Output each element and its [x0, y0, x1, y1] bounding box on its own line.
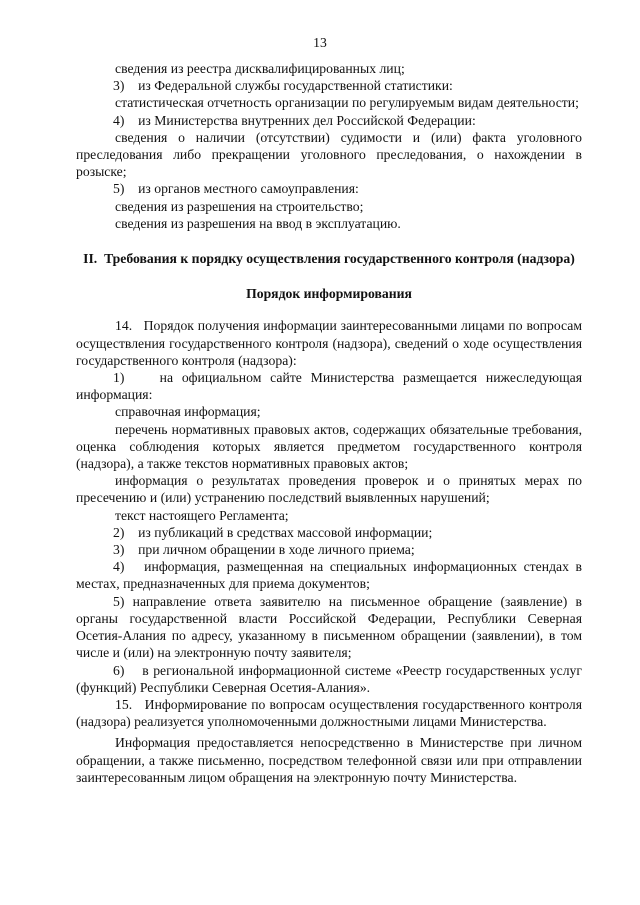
paragraph: сведения о наличии (отсутствии) судимости и (или) факта уголовного преследования либо прекращении уголовного преследования, о нахождении в розыске;	[76, 129, 582, 180]
subsection-heading: Порядок информирования	[246, 286, 412, 302]
paragraph: текст настоящего Регламента;	[115, 507, 289, 523]
paragraph: сведения из разрешения на строительство;	[115, 198, 364, 214]
paragraph: информация о результатах проведения проверок и о принятых мерах по пресечению и (или) устранению последствий выявленных нарушений;	[76, 473, 582, 506]
list-item: 6) в региональной информационной системе «Реестр государственных услуг (функций) Республики Северная Осетия-Алания».	[76, 662, 582, 695]
paragraph: статистическая отчетность организации по регулируемым видам деятельности;	[115, 95, 579, 111]
paragraph: 15. Информирование по вопросам осуществления государственного контроля (надзора) реализуется уполномоченными должностными лицами Министерства.	[76, 696, 582, 730]
spacer	[76, 302, 582, 317]
list-item: 4) из Министерства внутренних дел Российской Федерации:	[113, 112, 476, 128]
spacer	[76, 232, 582, 250]
list-item: 2) из публикаций в средствах массовой информации;	[113, 524, 433, 540]
paragraph: перечень нормативных правовых актов, содержащих обязательные требования, оценка соблюдения которых является предметом государственного контроля (надзора), а также текстов нормативных правовых актов;	[76, 421, 582, 472]
list-item: 4) информация, размещенная на специальных информационных стендах в местах, предназначенных для приема документов;	[76, 559, 582, 592]
spacer	[76, 267, 582, 285]
page-number: 13	[313, 35, 327, 50]
paragraph: Информация предоставляется непосредственно в Министерстве при личном обращении, а также письменно, посредством телефонной связи или при отправлении заинтересованным лицом обращения на электронную почту Министерства.	[76, 735, 582, 785]
paragraph: справочная информация;	[115, 404, 261, 420]
paragraph: 14. Порядок получения информации заинтересованными лицами по вопросам осуществления государственного контроля (надзора), сведений о ходе осуществления государственного контроля (надзора):	[76, 318, 582, 368]
list-item: 5) из органов местного самоуправления:	[113, 181, 359, 197]
list-item: 3) из Федеральной службы государственной статистики:	[113, 78, 453, 94]
page-content	[76, 60, 582, 786]
section-heading: II. Требования к порядку осуществления государственного контроля (надзора)	[83, 251, 575, 267]
list-item: 3) при личном обращении в ходе личного приема;	[113, 542, 415, 558]
list-item: 1) на официальном сайте Министерства размещается нижеследующая информация:	[76, 370, 582, 403]
paragraph: сведения из реестра дисквалифицированных лиц;	[115, 61, 405, 76]
list-item: 5) направление ответа заявителю на письменное обращение (заявление) в органы государственной власти Российской Федерации, Республики Северная Осетия-Алания по адресу, указанному в письменном обращении (заявлении), в том числе и (или) на электронную почту заявителя;	[76, 593, 582, 661]
paragraph: сведения из разрешения на ввод в эксплуатацию.	[115, 215, 401, 231]
